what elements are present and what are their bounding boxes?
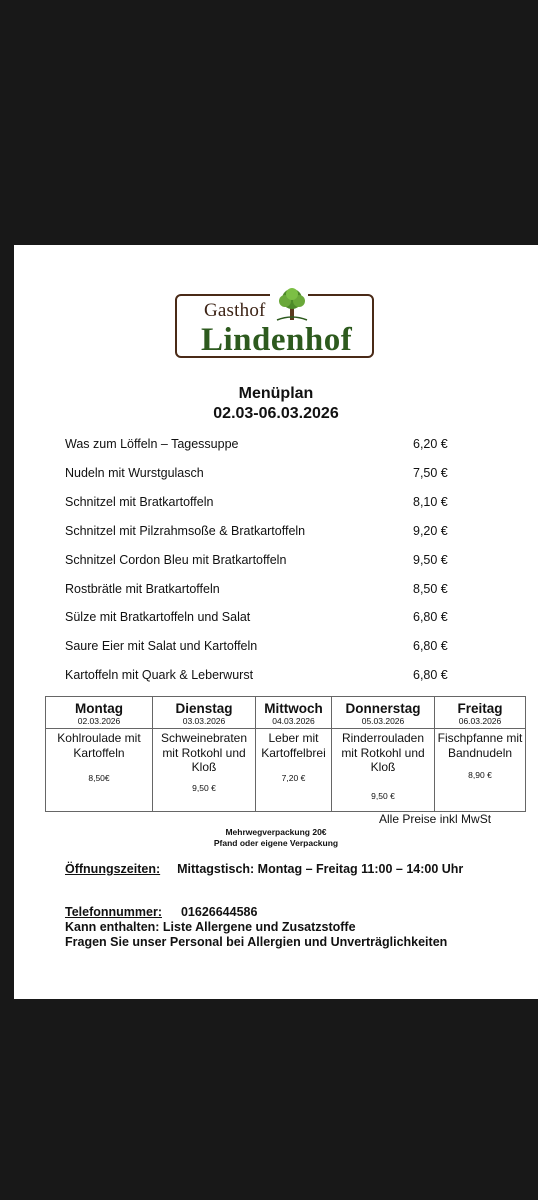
weekday-date: 02.03.2026	[77, 716, 121, 726]
daily-special-price: 9,50 €	[192, 782, 216, 793]
weekday-header	[332, 697, 435, 729]
allergy-advice: Fragen Sie unser Personal bei Allergien und Unverträglichkeiten	[65, 935, 448, 949]
menu-date-range: 02.03-06.03.2026	[213, 405, 339, 422]
daily-special-cell	[153, 729, 256, 812]
weekday-header	[256, 697, 332, 729]
phone-label: Telefonnummer:	[65, 905, 162, 919]
daily-special-price: 8,90 €	[468, 770, 492, 780]
dish-name: Nudeln mit Wurstgulasch	[65, 466, 204, 480]
dish-price: 9,20 €	[413, 524, 448, 538]
dish-price: 9,50 €	[413, 553, 448, 567]
daily-special-cell	[435, 729, 526, 812]
dish-name: Schnitzel Cordon Bleu mit Bratkartoffeln	[65, 553, 287, 567]
dish-name: Was zum Löffeln – Tagessuppe	[65, 437, 239, 451]
weekday-header	[153, 697, 256, 729]
dish-name: Schnitzel mit Pilzrahmsoße & Bratkartoffeln	[65, 524, 306, 538]
weekday-name: Donnerstag	[345, 701, 421, 716]
packaging-note: Mehrwegverpackung 20€	[225, 827, 327, 837]
dish-row	[65, 610, 455, 630]
tree-icon	[275, 286, 309, 322]
dish-row	[65, 553, 455, 573]
dish-price: 8,10 €	[413, 495, 448, 509]
dish-price: 6,80 €	[413, 610, 448, 624]
phone-line	[65, 905, 257, 919]
gasthof-lindenhof-logo	[175, 290, 374, 358]
dish-price: 6,80 €	[413, 668, 448, 682]
dish-price: 6,80 €	[413, 639, 448, 653]
daily-special-name: Leber mit Kartoffelbrei	[261, 731, 326, 760]
logo-gasthof-text: Gasthof	[204, 300, 266, 321]
weekday-name: Freitag	[457, 701, 503, 716]
daily-special-price: 9,50 €	[371, 790, 395, 801]
dish-price: 6,20 €	[413, 437, 448, 451]
dish-name: Saure Eier mit Salat und Kartoffeln	[65, 639, 258, 653]
dish-row	[65, 582, 455, 602]
opening-hours-label: Öffnungszeiten:	[65, 862, 161, 876]
weekday-header	[46, 697, 153, 729]
dish-row	[65, 437, 455, 457]
weekday-header	[435, 697, 526, 729]
dish-row	[65, 495, 455, 515]
weekday-date: 05.03.2026	[361, 716, 405, 726]
daily-special-name: Kohlroulade mit Kartoffeln	[57, 731, 141, 760]
vat-note: Alle Preise inkl MwSt	[379, 812, 492, 826]
daily-special-cell	[256, 729, 332, 812]
weekly-specials-table	[45, 696, 526, 812]
dish-name: Kartoffeln mit Quark & Leberwurst	[65, 668, 254, 682]
dish-row	[65, 524, 455, 544]
dish-price: 7,50 €	[413, 466, 448, 480]
weekday-date: 03.03.2026	[182, 716, 226, 726]
daily-special-name: Fischpfanne mit Bandnudeln	[437, 731, 523, 760]
dish-name: Sülze mit Bratkartoffeln und Salat	[65, 610, 251, 624]
dish-row	[65, 639, 455, 659]
dish-row	[65, 668, 455, 688]
dish-price: 8,50 €	[413, 582, 448, 596]
weekday-name: Mittwoch	[264, 701, 323, 716]
opening-hours-text: Mittagstisch: Montag – Freitag 11:00 – 14:00 Uhr	[177, 862, 464, 876]
weekday-date: 04.03.2026	[272, 716, 315, 726]
daily-special-cell	[332, 729, 435, 812]
opening-hours	[65, 862, 463, 876]
dish-name: Schnitzel mit Bratkartoffeln	[65, 495, 214, 509]
packaging-note-2: Pfand oder eigene Verpackung	[213, 838, 339, 848]
menu-title: Menüplan	[238, 385, 314, 402]
dish-row	[65, 466, 455, 486]
menu-sheet	[14, 245, 538, 999]
dish-name: Rostbrätle mit Bratkartoffeln	[65, 582, 220, 596]
daily-special-name: Schweinebraten mit Rotkohl und Kloß	[160, 731, 248, 774]
weekday-name: Montag	[75, 701, 123, 716]
daily-special-price: 8,50€	[88, 773, 110, 783]
weekday-name: Dienstag	[175, 701, 233, 716]
phone-number: 01626644586	[180, 905, 258, 919]
daily-special-price: 7,20 €	[281, 773, 306, 783]
daily-special-cell	[46, 729, 153, 812]
logo-lindenhof-text: Lindenhof	[201, 322, 353, 358]
allergen-note: Kann enthalten: Liste Allergene und Zusatzstoffe	[65, 920, 356, 934]
weekday-date: 06.03.2026	[458, 716, 502, 726]
daily-special-name: Rinderrouladen mit Rotkohl und Kloß	[341, 731, 425, 774]
